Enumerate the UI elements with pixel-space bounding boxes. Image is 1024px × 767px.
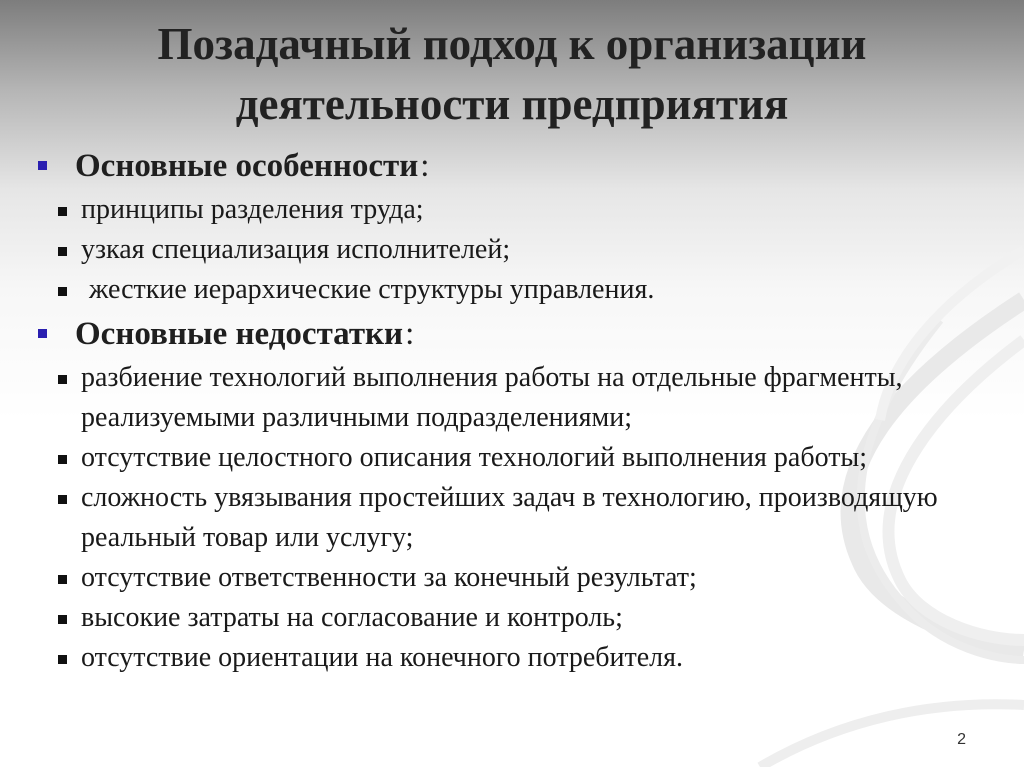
square-bullet-icon (58, 455, 67, 464)
list-item-text: узкая специализация исполнителей; (81, 234, 511, 265)
list-item-text: отсутствие ориентации на конечного потребителя. (81, 642, 684, 673)
square-bullet-icon (58, 247, 67, 256)
section-heading-text: Основные особенности (75, 148, 419, 184)
list-item-text: жесткие иерархические структуры управления. (89, 274, 655, 305)
square-bullet-icon (58, 287, 67, 296)
square-bullet-icon (38, 329, 47, 338)
slide-content (38, 142, 998, 678)
bullet-list (38, 358, 998, 678)
section-features (38, 142, 998, 310)
list-item (38, 438, 998, 478)
square-bullet-icon (58, 575, 67, 584)
list-item-text: сложность увязывания простейших задач в технологию, производящую реальный товар или услугу; (81, 482, 938, 553)
list-item (38, 478, 998, 558)
list-item-text: высокие затраты на согласование и контроль; (81, 602, 623, 633)
square-bullet-icon (58, 375, 67, 384)
list-item (38, 598, 998, 638)
square-bullet-icon (58, 495, 67, 504)
slide-title (40, 14, 984, 134)
list-item (38, 358, 998, 438)
page-number: 2 (957, 731, 966, 748)
list-item (38, 190, 998, 230)
square-bullet-icon (58, 207, 67, 216)
slide-title-line-1: Позадачный подход к организации (157, 19, 867, 69)
slide-title-line-2: деятельности предприятия (235, 79, 789, 129)
section-heading-colon: : (420, 148, 430, 184)
section-drawbacks (38, 310, 998, 678)
square-bullet-icon (58, 655, 67, 664)
list-item (38, 270, 998, 310)
section-heading (38, 142, 998, 190)
square-bullet-icon (58, 615, 67, 624)
list-item (38, 558, 998, 598)
bullet-list (38, 190, 998, 310)
square-bullet-icon (38, 161, 47, 170)
list-item-text: разбиение технологий выполнения работы на отдельные фрагменты, реализуемыми различными подразделениями; (81, 362, 903, 433)
list-item-text: отсутствие ответственности за конечный результат; (81, 562, 697, 593)
list-item (38, 230, 998, 270)
list-item-text: принципы разделения труда; (81, 194, 424, 225)
section-heading-text: Основные недостатки (75, 316, 404, 352)
section-heading-colon: : (405, 316, 415, 352)
list-item-text: отсутствие целостного описания технологий выполнения работы; (81, 442, 868, 473)
section-heading (38, 310, 998, 358)
list-item (38, 638, 998, 678)
